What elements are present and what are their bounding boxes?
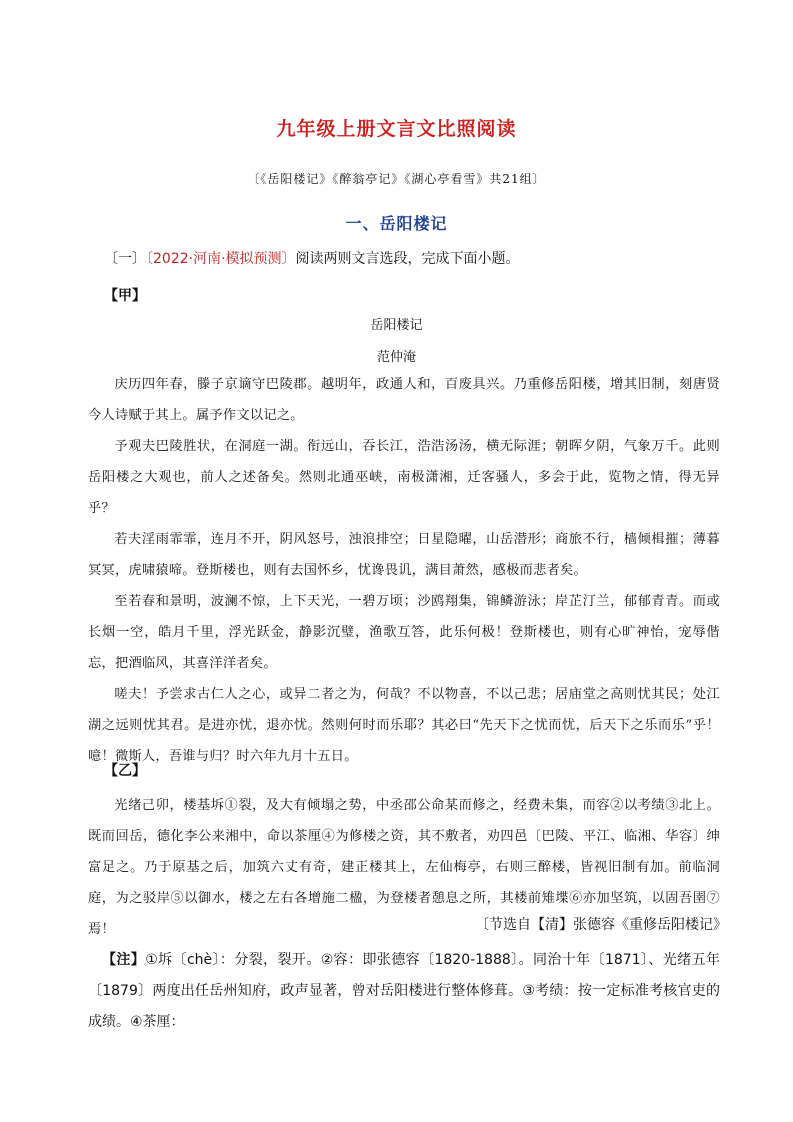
passage-a-author: 范仲淹	[376, 350, 416, 365]
question-instruction: 阅读两则文言选段，完成下面小题。	[295, 251, 520, 267]
question-source: 〔2022·河南·模拟预测〕	[146, 251, 296, 267]
section-heading: 一、岳阳楼记	[345, 214, 448, 233]
passage-a-body	[88, 369, 720, 772]
notes-label: 【注】	[102, 952, 146, 968]
passage-b-source: 〔节选自【清】张德容《重修岳阳楼记》	[475, 917, 727, 933]
page-subtitle: 〔《岳阳楼记》《醉翁亭记》《湖心亭看雪》共21组〕	[247, 172, 546, 186]
passage-b-label: 【乙】	[104, 763, 146, 779]
question-intro	[104, 248, 704, 268]
passage-a-title: 岳阳楼记	[370, 318, 423, 333]
passage-a-paragraph: 予观夫巴陵胜状，在洞庭一湖。衔远山，吞长江，浩浩汤汤，横无际涯；朝晖夕阴，气象万千。此则岳阳楼之大观也，前人之述备矣。然则北通巫峡，南极潇湘，迁客骚人，多会于此，览物之情，得无异乎？	[88, 439, 720, 516]
page-title: 九年级上册文言文比照阅读	[276, 118, 517, 140]
passage-a-paragraph: 若夫淫雨霏霏，连月不开，阴风怒号，浊浪排空；日星隐曜，山岳潜形；商旅不行，樯倾楫摧；薄暮冥冥，虎啸猿啼。登斯楼也，则有去国怀乡，忧谗畏讥，满目萧然，感极而悲者矣。	[88, 532, 720, 578]
question-number: 〔一〕	[104, 251, 146, 267]
passage-a-paragraph: 庆历四年春，滕子京谪守巴陵郡。越明年，政通人和，百废具兴。乃重修岳阳楼，增其旧制，刻唐贤今人诗赋于其上。属予作文以记之。	[88, 377, 720, 423]
passage-a-paragraph: 至若春和景明，波澜不惊，上下天光，一碧万顷；沙鸥翔集，锦鳞游泳；岸芷汀兰，郁郁青青。而或长烟一空，皓月千里，浮光跃金，静影沉璧，渔歌互答，此乐何极！登斯楼也，则有心旷神怡，宠辱偕忘，把酒临风，其喜洋洋者矣。	[88, 594, 720, 671]
notes-text: ①坼〔chè〕：分裂，裂开。②容：即张德容〔1820-1888〕。同治十年〔1871〕、光绪五年〔1879〕两度出任岳州知府，政声显著，曾对岳阳楼进行整体修葺。③考绩：按一定标准考核官吏的成绩。④茶厘：	[88, 952, 720, 1030]
passage-b-paragraph: 光绪己卯，楼基坼①裂，及大有倾塌之势，中丞邵公命某而修之，经费未集，而容②以考绩③北上。既而回岳，德化李公来湘中，命以茶厘④为修楼之资，其不敷者，劝四邑〔巴陵、平江、临湘、华容〕绅富足之。乃于原基之后，加筑六丈有奇，建正楼其上，左仙梅亭，右则三醉楼，皆视旧制有加。前临洞庭，为之驳岸⑤以御水，楼之左右各增施二楹，为登楼者憩息之所，其楼前雉堞⑥亦加坚筑，以固吾圉⑦焉！	[88, 798, 720, 937]
passage-a-paragraph: 嗟夫！予尝求古仁人之心，或异二者之为，何哉？不以物喜，不以己悲；居庙堂之高则忧其民；处江湖之远则忧其君。是进亦忧，退亦忧。然则何时而乐耶？其必曰“先天下之忧而忧，后天下之乐而乐”乎！噫！微斯人，吾谁与归？时六年九月十五日。	[88, 687, 720, 764]
notes	[88, 945, 720, 1038]
passage-a-label: 【甲】	[104, 288, 146, 304]
